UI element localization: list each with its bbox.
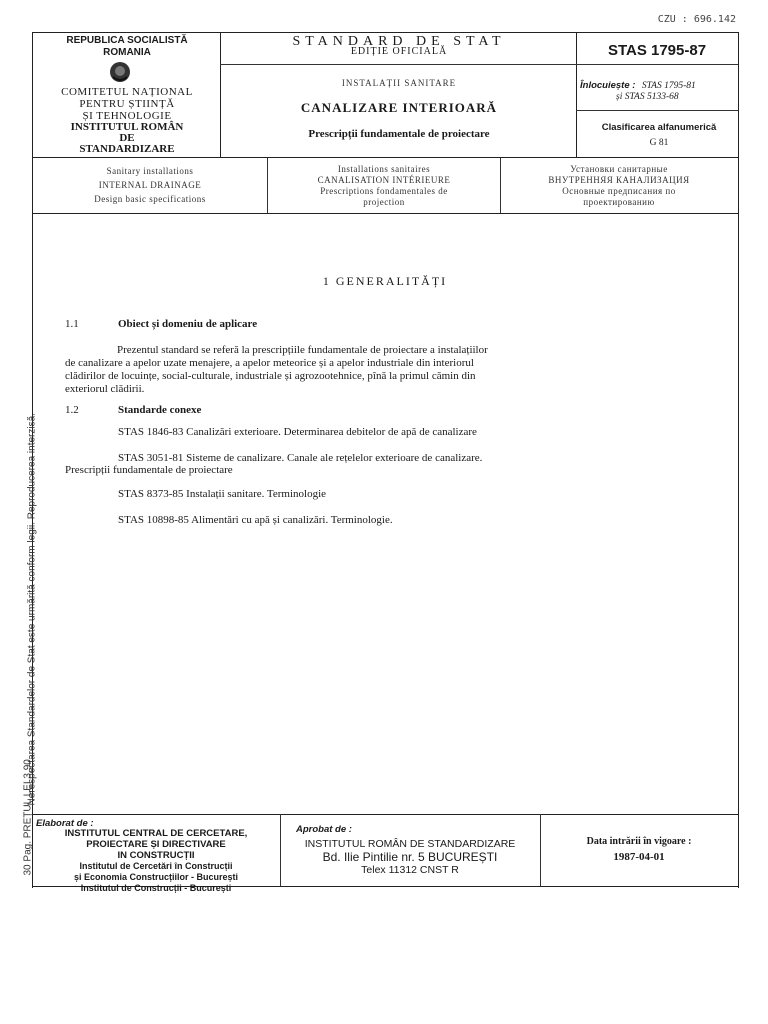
frame-right-border	[738, 32, 739, 888]
paragraph-line-2: de canalizare a apelor uzate menajere, a apelor meteorice și a apelor industriale din interiorul	[65, 357, 474, 369]
price-vertical: 30 Pag. PREȚUL LEI 3,90	[22, 759, 34, 876]
replaces-block	[580, 80, 738, 103]
committee-line-3: ȘI TEHNOLOGIE	[82, 110, 172, 122]
section-1-2-title: Standarde conexe	[118, 404, 202, 416]
section-heading: 1 GENERALITĂȚI	[322, 274, 448, 288]
czu-code: CZU : 696.142	[657, 14, 736, 25]
paragraph-line-1: Prezentul standard se referă la prescripțiile fundamentale de proiectare a instalațiilor	[117, 344, 488, 356]
legal-notice-vertical: Nerespectarea Standardelor de Stat este urmărită conform legii. Reproducerea interzisă.	[26, 413, 38, 806]
translation-fr	[269, 164, 499, 208]
header-top-border	[32, 32, 738, 33]
section-1-1-number: 1.1	[65, 318, 79, 330]
approved-line-3: Telex 11312 CNST R	[361, 864, 459, 876]
country-line-1: REPUBLICA SOCIALISTĂ	[66, 35, 188, 46]
replaces-item-2: și STAS 5133-68	[616, 92, 679, 102]
translation-fr-line-1: Installations sanitaires	[337, 164, 431, 174]
committee-line-2: PENTRU ȘTIINȚĂ	[79, 98, 175, 110]
institute-line-1: INSTITUTUL ROMÂN	[70, 121, 184, 133]
header-inner-divider	[220, 64, 738, 65]
elaborated-line-1: INSTITUTUL CENTRAL DE CERCETARE,	[64, 828, 248, 839]
elaborated-by-block	[36, 828, 276, 894]
document-title: CANALIZARE INTERIOARĂ	[300, 100, 498, 115]
classification-value: G 81	[649, 138, 669, 148]
institute-line-3: STANDARDIZARE	[79, 143, 175, 155]
approved-line-1: INSTITUTUL ROMÂN DE STANDARDIZARE	[304, 838, 516, 850]
paragraph-line-4: exteriorul clădirii.	[65, 383, 145, 395]
committee-name	[34, 86, 220, 122]
header-divider-right	[576, 32, 577, 157]
section-1-2-number: 1.2	[65, 404, 79, 416]
translation-en	[34, 166, 266, 205]
reference-stas-8373: STAS 8373-85 Instalații sanitare. Terminologie	[118, 488, 327, 500]
approved-by-block	[282, 838, 538, 877]
elaborated-line-3: IN CONSTRUCȚII	[117, 850, 195, 861]
footer-divider-1	[280, 814, 281, 886]
classification-label: Clasificarea alfanumerică	[601, 122, 717, 133]
replaces-divider	[576, 110, 738, 111]
effective-date-label: Data intrării în vigoare :	[586, 836, 692, 847]
section-1-1-paragraph	[65, 344, 735, 396]
replaces-item-1: STAS 1795-81	[641, 81, 696, 91]
translation-ru-line-3: Основные предписания по	[562, 186, 676, 196]
translations-bottom-border	[32, 213, 738, 214]
footer-top-border	[32, 814, 738, 815]
translation-divider-1	[267, 158, 268, 213]
header-divider-left	[220, 32, 221, 157]
reference-stas-1846: STAS 1846-83 Canalizări exterioare. Determinarea debitelor de apă de canalizare	[118, 426, 477, 438]
reference-stas-10898: STAS 10898-85 Alimentări cu apă și canalizări. Terminologie.	[118, 514, 393, 526]
translation-fr-line-4: projection	[363, 197, 405, 207]
elaborated-line-6: Institutul de Construcții - București	[80, 883, 232, 893]
translation-en-line-3: Design basic specifications	[94, 194, 206, 204]
elaborated-line-4: Institutul de Cercetări în Construcții	[79, 861, 233, 871]
effective-date-value: 1987-04-01	[613, 851, 665, 863]
approved-line-2: Bd. Ilie Pintilie nr. 5 BUCUREȘTI	[322, 850, 498, 864]
translation-en-line-2: INTERNAL DRAINAGE	[98, 180, 202, 190]
translation-ru-line-2: ВНУТРЕННЯЯ КАНАЛИЗАЦИЯ	[548, 175, 690, 185]
translation-en-line-1: Sanitary installations	[106, 166, 194, 176]
replaces-label: Înlocuiește :	[580, 80, 636, 91]
translation-fr-line-3: Prescriptions fondamentales de	[320, 186, 448, 196]
elaborated-line-2: PROIECTARE ȘI DIRECTIVARE	[86, 839, 226, 850]
translation-fr-line-2: CANALISATION INTÉRIEURE	[317, 175, 451, 185]
translation-divider-2	[500, 158, 501, 213]
reference-stas-3051: STAS 3051-81 Sisteme de canalizare. Canale ale rețelelor exterioare de canalizare.	[118, 452, 483, 464]
translation-ru-line-1: Установки санитарные	[570, 164, 668, 174]
country-name	[34, 35, 220, 59]
paragraph-line-3: clădirilor de locuințe, social-culturale, industriale și agrozootehnice, pînă la primul cămin din	[65, 370, 476, 382]
elaborated-by-label: Elaborat de :	[36, 818, 94, 829]
edition-label: EDIȚIE OFICIALĂ	[350, 46, 448, 57]
footer-divider-2	[540, 814, 541, 886]
institute-line-2: DE	[119, 132, 135, 144]
committee-line-1: COMITETUL NAȚIONAL	[61, 86, 193, 98]
reference-stas-3051-cont: Prescripții fundamentale de proiectare	[65, 464, 233, 476]
approved-by-label: Aprobat de :	[296, 824, 352, 835]
header-bottom-border	[32, 157, 738, 158]
country-line-2: ROMANIA	[103, 47, 151, 58]
standard-title: STANDARD DE STAT	[292, 34, 506, 49]
stas-number: STAS 1795-87	[607, 42, 707, 59]
translation-ru	[502, 164, 736, 208]
document-subtitle: Prescripții fundamentale de proiectare	[308, 128, 490, 140]
category-label: INSTALAȚII SANITARE	[341, 78, 457, 88]
elaborated-line-5: și Economia Construcțiilor - București	[73, 872, 239, 882]
institute-name	[34, 122, 220, 155]
translation-ru-line-4: проектированию	[583, 197, 655, 207]
coat-of-arms-icon	[108, 60, 132, 84]
section-1-1-title: Obiect și domeniu de aplicare	[118, 318, 258, 330]
